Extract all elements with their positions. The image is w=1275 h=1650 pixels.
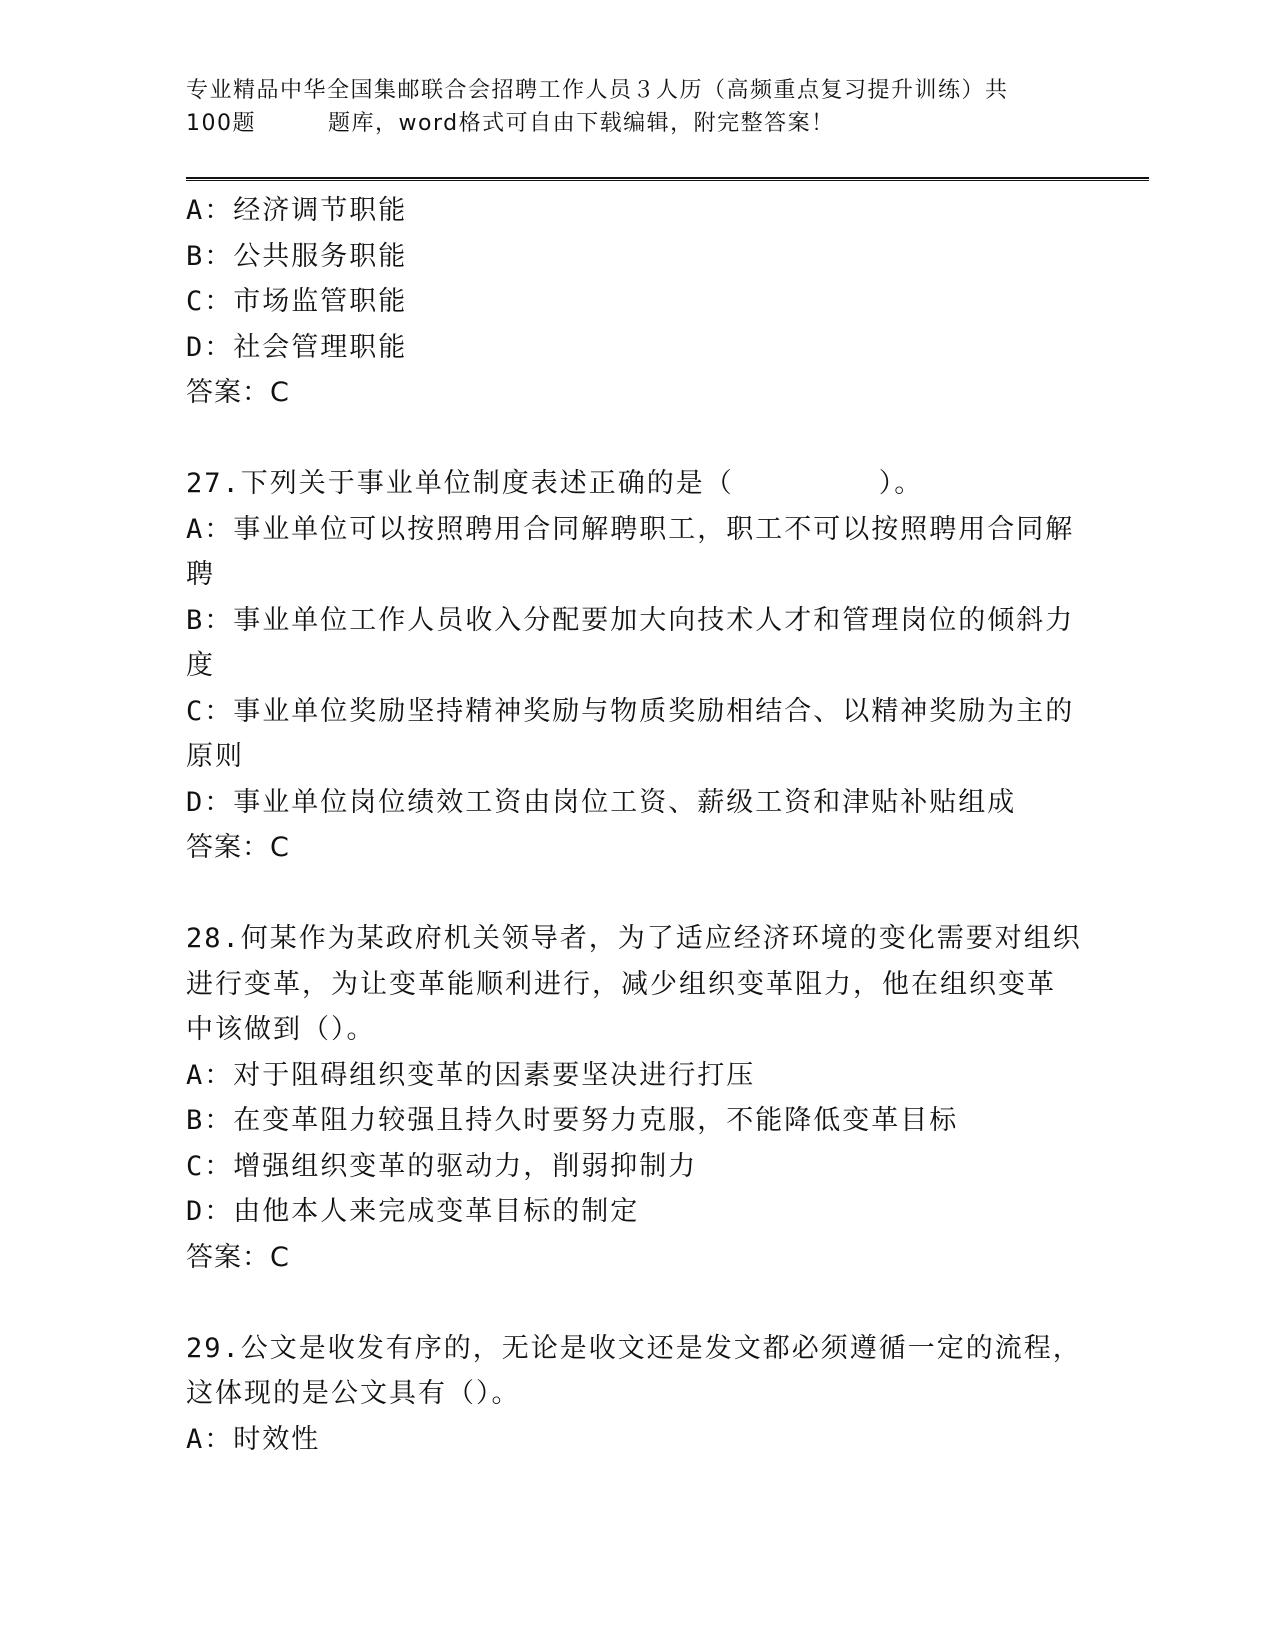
option-c: C：增强组织变革的驱动力，削弱抑制力 <box>186 1150 698 1182</box>
question-28-block <box>186 916 1086 1280</box>
question-26-block <box>186 188 1086 416</box>
option-d: D：社会管理职能 <box>186 331 408 363</box>
option-a: A：对于阻碍组织变革的因素要坚决进行打压 <box>186 1059 756 1091</box>
document-header <box>186 74 1086 140</box>
option-b-continued: 度 <box>186 650 215 681</box>
option-c: C：事业单位奖励坚持精神奖励与物质奖励相结合、以精神奖励为主的 <box>186 695 1075 727</box>
header-divider <box>186 177 1149 181</box>
question-stem-continued: 中该做到（）。 <box>186 1014 376 1045</box>
question-list <box>186 188 1086 1462</box>
option-c: C：市场监管职能 <box>186 286 408 317</box>
header-description: 题库，word格式可自由下载编辑，附完整答案！ <box>328 111 835 136</box>
option-b: B：公共服务职能 <box>186 240 408 272</box>
header-question-count: 100题 <box>186 111 256 136</box>
option-b: B：在变革阻力较强且持久时要努力克服，不能降低变革目标 <box>186 1105 959 1136</box>
question-29-block <box>186 1326 1086 1463</box>
answer-text: 答案：C <box>186 377 290 408</box>
question-stem: 28.何某作为某政府机关领导者，为了适应经济环境的变化需要对组织 <box>186 923 1082 954</box>
option-a: A：时效性 <box>186 1423 321 1455</box>
option-a-continued: 聘 <box>186 559 215 590</box>
option-d: D：由他本人来完成变革目标的制定 <box>186 1196 640 1227</box>
header-line-1: 专业精品中华全国集邮联合会招聘工作人员３人历（高频重点复习提升训练）共 <box>186 78 1009 103</box>
option-d: D：事业单位岗位绩效工资由岗位工资、薪级工资和津贴补贴组成 <box>186 786 1017 818</box>
header-line-2 <box>186 107 1086 140</box>
option-c-continued: 原则 <box>186 741 244 772</box>
question-stem: 29.公文是收发有序的，无论是收文还是发文都必须遵循一定的流程， <box>186 1332 1082 1364</box>
answer-text: 答案：C <box>186 832 290 863</box>
option-a: A：事业单位可以按照聘用合同解聘职工，职工不可以按照聘用合同解 <box>186 513 1075 545</box>
question-stem-continued: 进行变革，为让变革能顺利进行，减少组织变革阻力，他在组织变革 <box>186 968 1056 1000</box>
option-b: B：事业单位工作人员收入分配要加大向技术人才和管理岗位的倾斜力 <box>186 604 1075 636</box>
question-stem-continued: 这体现的是公文具有（）。 <box>186 1378 521 1409</box>
answer-text: 答案：C <box>186 1241 290 1273</box>
question-27-block <box>186 461 1086 871</box>
option-a: A：经济调节职能 <box>186 195 408 226</box>
question-stem: 27.下列关于事业单位制度表述正确的是（ ）。 <box>186 468 924 499</box>
